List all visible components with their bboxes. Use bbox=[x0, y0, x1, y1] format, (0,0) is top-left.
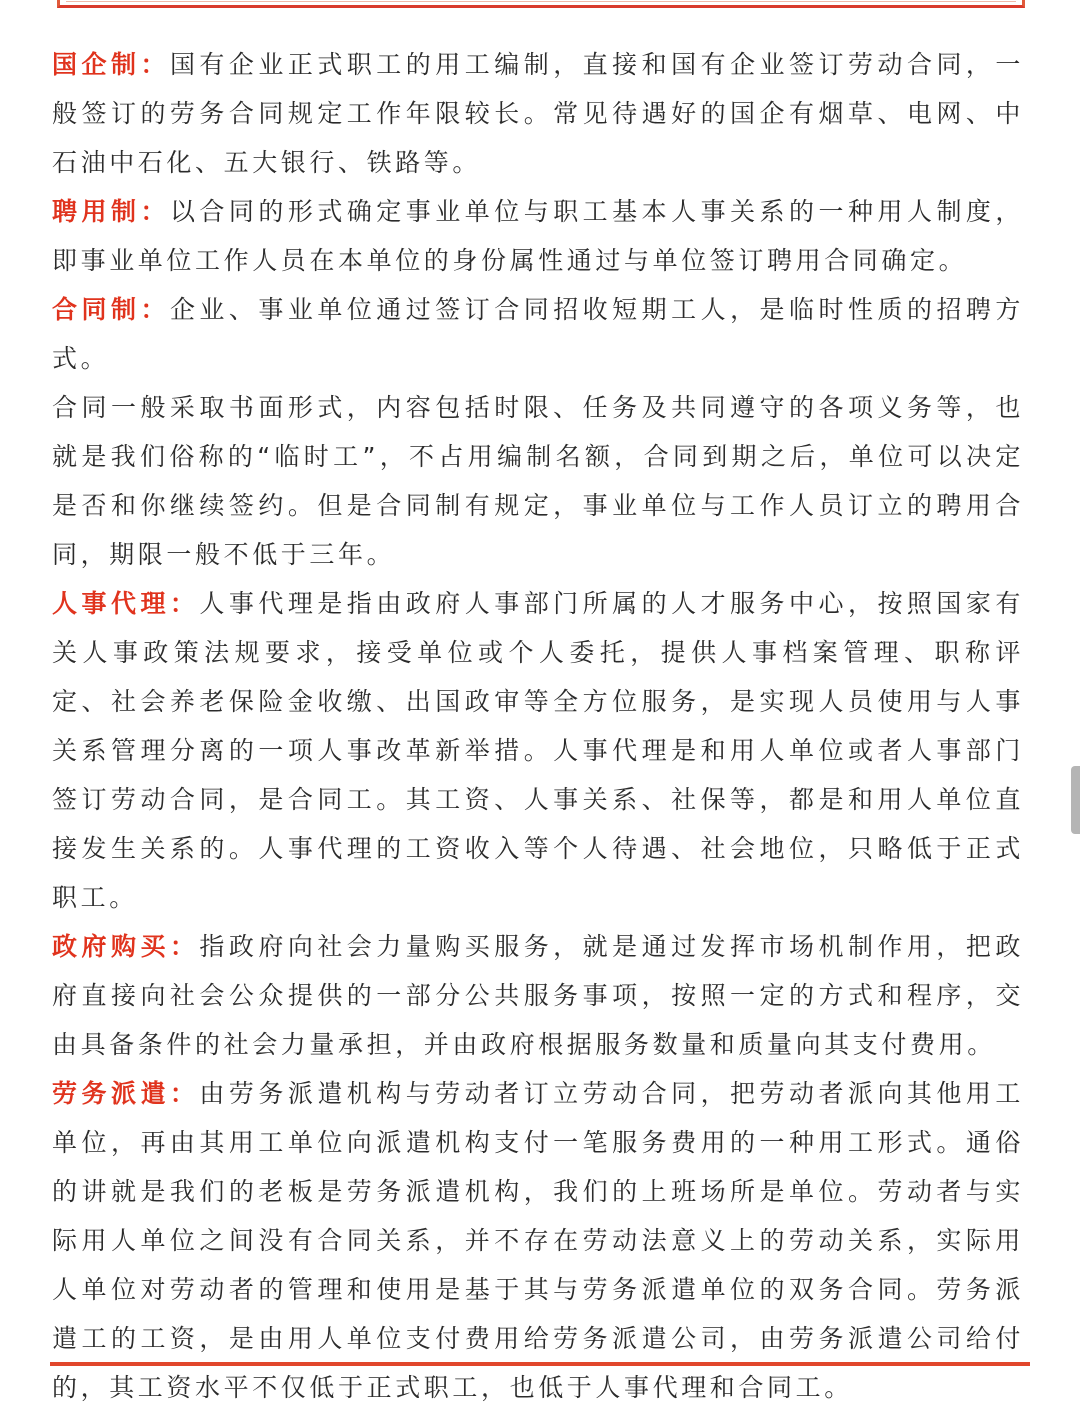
term-description: 合同一般采取书面形式，内容包括时限、任务及共同遵守的各项义务等，也就是我们俗称的“临时工”，不占用编制名额，合同到期之后，单位可以决定是否和你继续签约。但是合同制有规定，事业单位与工作人员订立的聘用合同，期限一般不低于三年。 bbox=[52, 393, 1024, 569]
term-label: 人事代理： bbox=[52, 589, 200, 618]
term-description: 国有企业正式职工的用工编制，直接和国有企业签订劳动合同，一般签订的劳务合同规定工作年限较长。常见待遇好的国企有烟草、电网、中石油中石化、五大银行、铁路等。 bbox=[52, 50, 1025, 177]
entry-personnel-agency bbox=[52, 579, 1024, 922]
entry-employment-system bbox=[52, 187, 1024, 285]
term-label: 合同制： bbox=[52, 295, 170, 324]
entry-contract-system bbox=[52, 285, 1024, 383]
bottom-divider bbox=[50, 1362, 1030, 1366]
entry-government-procurement bbox=[52, 922, 1024, 1069]
article-body bbox=[52, 40, 1024, 1412]
term-label: 政府购买： bbox=[52, 932, 200, 961]
term-description: 由劳务派遣机构与劳动者订立劳动合同，把劳动者派向其他用工单位，再由其用工单位向派遣机构支付一笔服务费用的一种用工形式。通俗的讲就是我们的老板是劳务派遣机构，我们的上班场所是单位。劳动者与实际用人单位之间没有合同关系，并不存在劳动法意义上的劳动关系，实际用人单位对劳动者的管理和使用是基于其与劳务派遣单位的双务合同。劳务派遣工的工资，是由用人单位支付费用给劳务派遣公司，由劳务派遣公司给付的，其工资水平不仅低于正式职工，也低于人事代理和合同工。 bbox=[52, 1079, 1024, 1402]
top-frame-inner-line bbox=[66, 0, 1016, 2]
term-label: 劳务派遣： bbox=[52, 1079, 200, 1108]
term-label: 聘用制： bbox=[52, 197, 170, 226]
scrollbar-thumb[interactable] bbox=[1071, 766, 1080, 834]
entry-state-owned-enterprise bbox=[52, 40, 1024, 187]
term-description: 指政府向社会力量购买服务，就是通过发挥市场机制作用，把政府直接向社会公众提供的一部分公共服务事项，按照一定的方式和程序，交由具备条件的社会力量承担，并由政府根据服务数量和质量向其支付费用。 bbox=[52, 932, 1024, 1059]
term-label: 国企制： bbox=[52, 50, 170, 79]
entry-contract-system-detail bbox=[52, 383, 1024, 579]
term-description: 人事代理是指由政府人事部门所属的人才服务中心，按照国家有关人事政策法规要求，接受单位或个人委托，提供人事档案管理、职称评定、社会养老保险金收缴、出国政审等全方位服务，是实现人员使用与人事关系管理分离的一项人事改革新举措。人事代理是和用人单位或者人事部门签订劳动合同，是合同工。其工资、人事关系、社保等，都是和用人单位直接发生关系的。人事代理的工资收入等个人待遇、社会地位，只略低于正式职工。 bbox=[52, 589, 1024, 912]
term-description: 以合同的形式确定事业单位与职工基本人事关系的一种用人制度，即事业单位工作人员在本单位的身份属性通过与单位签订聘用合同确定。 bbox=[52, 197, 1025, 275]
term-description: 企业、事业单位通过签订合同招收短期工人，是临时性质的招聘方式。 bbox=[52, 295, 1025, 373]
entry-labor-dispatch bbox=[52, 1069, 1024, 1412]
